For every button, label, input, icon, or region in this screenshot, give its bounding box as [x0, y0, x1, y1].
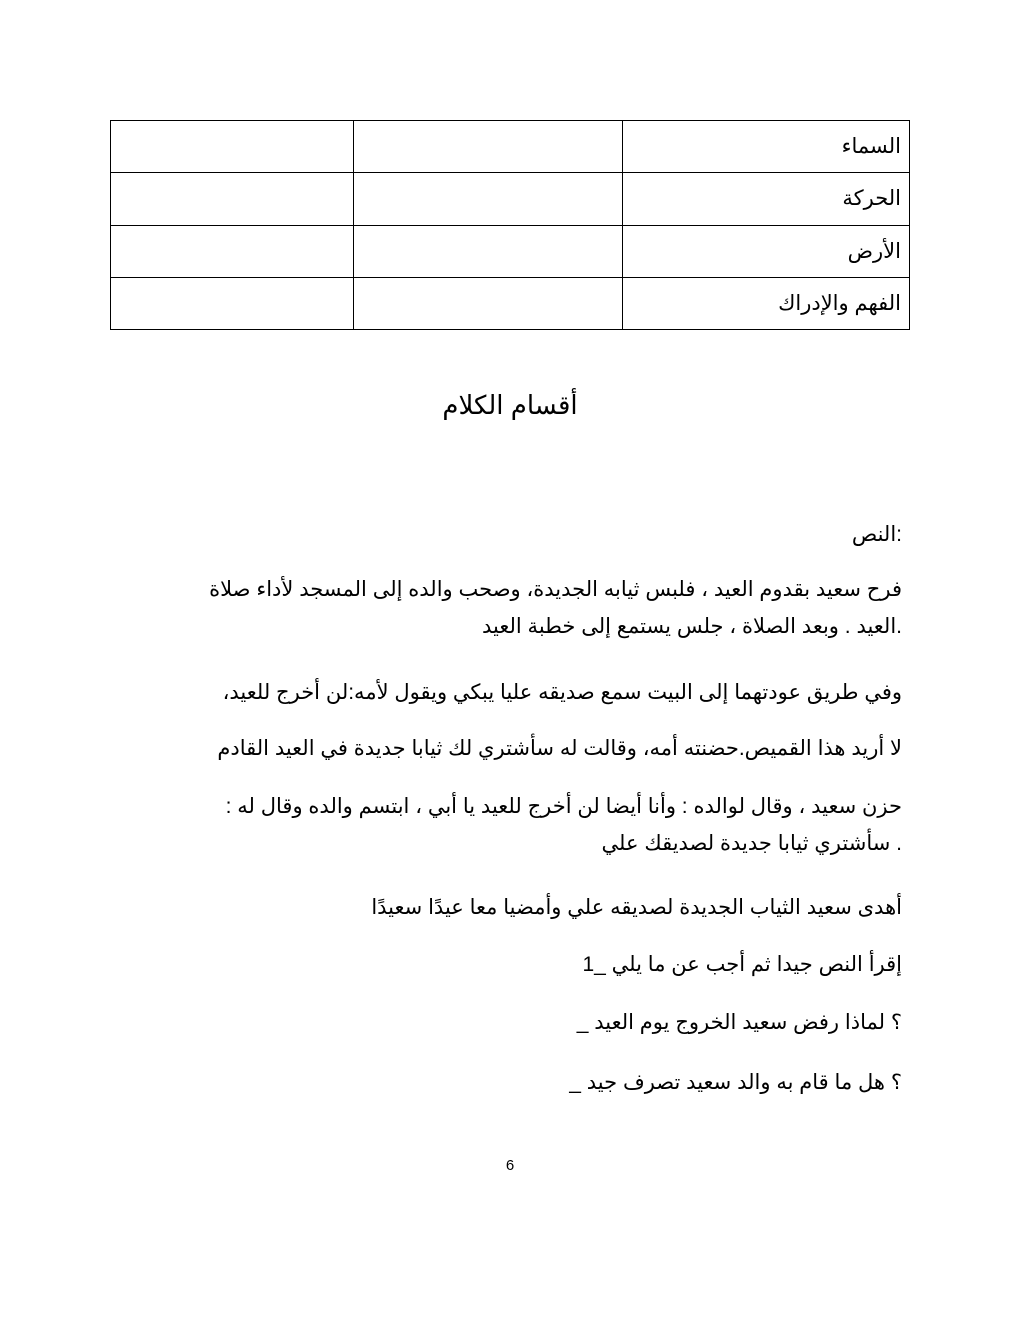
question-2: ؟ هل ما قام به والد سعيد تصرف جيد _ [569, 1071, 902, 1094]
table-cell [111, 277, 354, 329]
paragraph-1 [132, 571, 902, 645]
paragraph-line: وفي طريق عودتهما إلى البيت سمع صديقه عليا يبكي ويقول لأمه:لن أخرج للعيد، [222, 681, 902, 704]
table-cell [111, 225, 354, 277]
paragraph-line: أهدى سعيد الثياب الجديدة لصديقه علي وأمضيا معا عيدًا سعيدًا [371, 896, 902, 919]
question-1: ؟ لماذا رفض سعيد الخروج يوم العيد _ [576, 1011, 902, 1034]
table-cell [111, 173, 354, 225]
vocab-word: الحركة [623, 173, 910, 225]
paragraph-line: لا أريد هذا القميص.حضنته أمه، وقالت له سأشتري لك ثيابا جديدة في العيد القادم [217, 737, 902, 760]
table-row [111, 121, 910, 173]
table-cell [354, 173, 623, 225]
paragraph-line: حزن سعيد ، وقال لوالده : وأنا أيضا لن أخرج للعيد يا أبي ، ابتسم والده وقال له : [225, 795, 902, 818]
question-instruction: إقرأ النص جيدا ثم أجب عن ما يلي _1 [582, 953, 902, 976]
paragraph-line: . سأشتري ثيابا جديدة لصديقك علي [601, 832, 902, 855]
page-number: 6 [505, 1157, 515, 1174]
vocab-word: السماء [623, 121, 910, 173]
paragraph-line: فرح سعيد بقدوم العيد ، فلبس ثيابه الجديدة، وصحب والده إلى المسجد لأداء صلاة [209, 578, 902, 601]
table-row [111, 277, 910, 329]
paragraph-5 [132, 889, 902, 926]
paragraph-2 [132, 674, 902, 711]
page-title: أقسام الكلام [442, 390, 578, 420]
table-row [111, 173, 910, 225]
paragraph-3 [132, 730, 902, 767]
paragraph-line: .العيد . وبعد الصلاة ، جلس يستمع إلى خطبة العيد [482, 615, 902, 638]
vocabulary-table [110, 120, 910, 330]
table-cell [354, 121, 623, 173]
paragraph-4 [132, 788, 902, 862]
table-cell [354, 277, 623, 329]
vocab-word: الفهم والإدراك [623, 277, 910, 329]
text-label: :النص [851, 523, 902, 546]
table-cell [354, 225, 623, 277]
vocab-word: الأرض [623, 225, 910, 277]
table-cell [111, 121, 354, 173]
table-row [111, 225, 910, 277]
